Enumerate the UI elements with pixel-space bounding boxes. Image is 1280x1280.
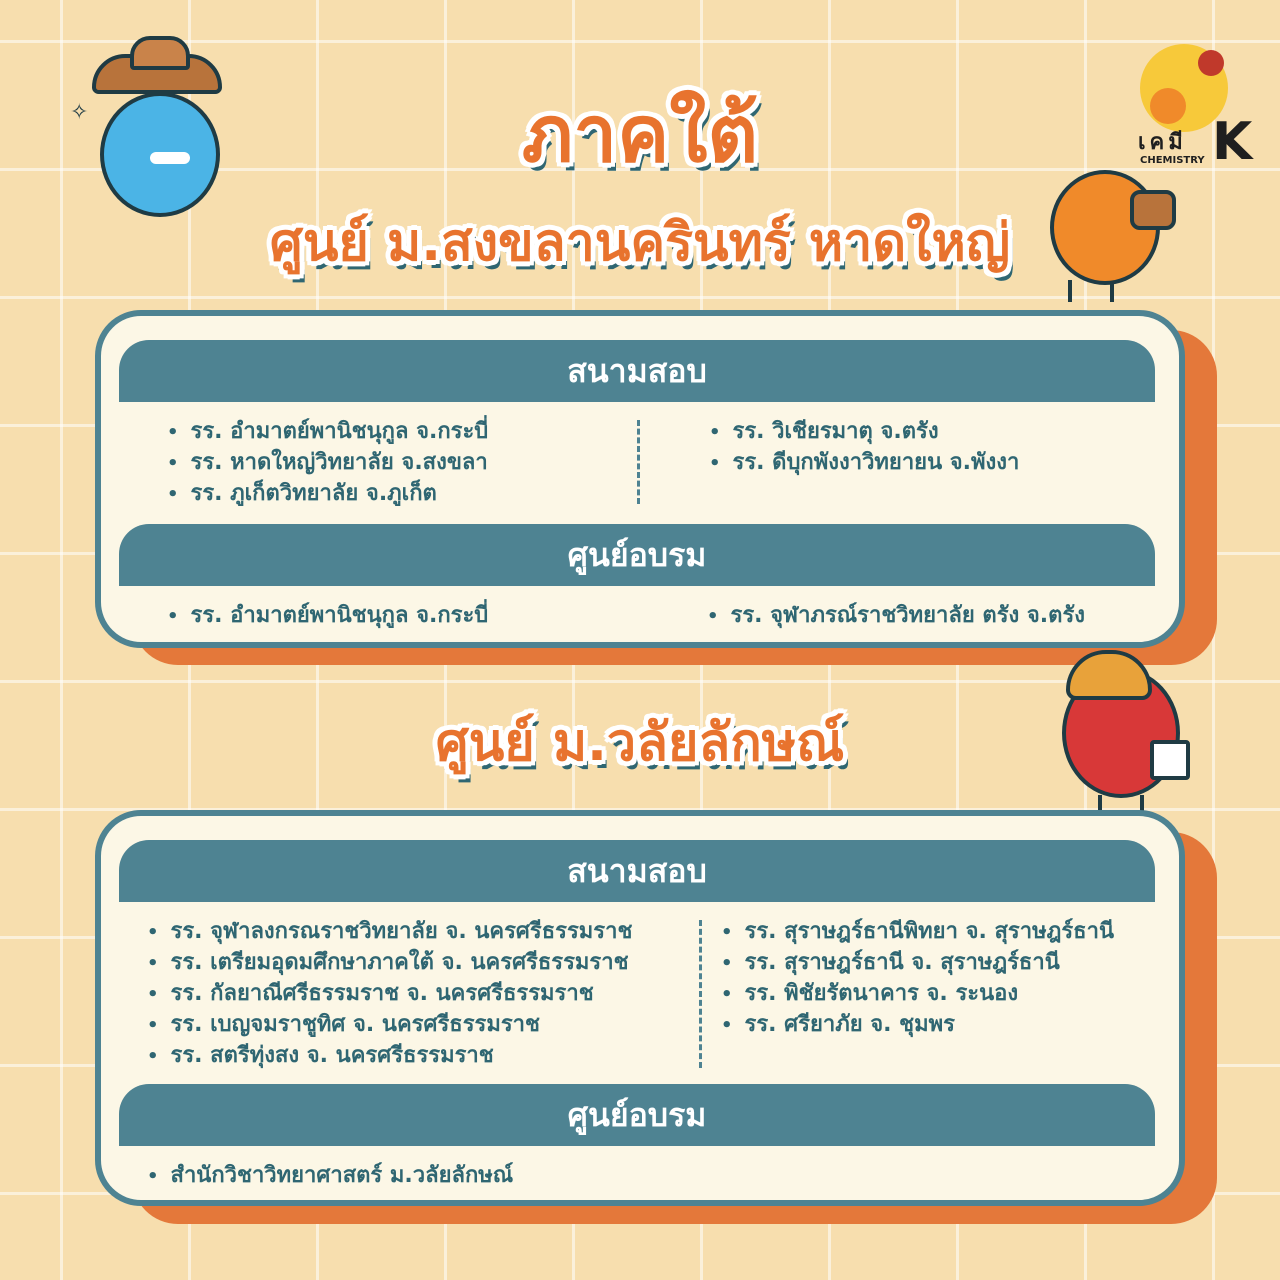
training-centers-header: ศูนย์อบรม (119, 524, 1155, 586)
list-item: • รร. ดีบุกพังงาวิทยายน จ.พังงา (709, 447, 1019, 478)
column-divider (699, 920, 702, 1068)
list-item: • รร. พิชัยรัตนาคาร จ. ระนอง (721, 978, 1114, 1009)
training-centers-list-left (147, 1160, 513, 1191)
center-card-walailak (95, 810, 1185, 1206)
list-item: • รร. จุฬาภรณ์ราชวิทยาลัย ตรัง จ.ตรัง (707, 600, 1085, 631)
exam-sites-list-left (167, 416, 488, 509)
sparkle-icon: ✧ (70, 100, 89, 125)
region-title: ภาคใต้ (521, 90, 759, 180)
list-item: • รร. วิเชียรมาตุ จ.ตรัง (709, 416, 1019, 447)
logo-subtext: CHEMISTRY (1140, 155, 1205, 166)
list-item: • รร. หาดใหญ่วิทยาลัย จ.สงขลา (167, 447, 488, 478)
logo-letter: K (1212, 112, 1253, 172)
exam-sites-list-right (721, 916, 1114, 1040)
list-item: • รร. ศรียาภัย จ. ชุมพร (721, 1009, 1114, 1040)
list-item: • รร. สุราษฎร์ธานีพิทยา จ. สุราษฎร์ธานี (721, 916, 1114, 947)
list-item: • รร. อำมาตย์พานิชนุกูล จ.กระบี่ (167, 416, 488, 447)
center-card-psu-hatyai (95, 310, 1185, 648)
training-centers-list-right (707, 600, 1085, 631)
list-item: • รร. กัลยาณีศรีธรรมราช จ. นครศรีธรรมราช (147, 978, 632, 1009)
center-title-walailak: ศูนย์ ม.วลัยลักษณ์ (435, 713, 845, 773)
list-item: • รร. อำมาตย์พานิชนุกูล จ.กระบี่ (167, 600, 488, 631)
exam-sites-header: สนามสอบ (119, 840, 1155, 902)
list-item: • รร. สตรีทุ่งสง จ. นครศรีธรรมราช (147, 1040, 632, 1071)
list-item: • สำนักวิชาวิทยาศาสตร์ ม.วลัยลักษณ์ (147, 1160, 513, 1191)
training-centers-header: ศูนย์อบรม (119, 1084, 1155, 1146)
list-item: • รร. เตรียมอุดมศึกษาภาคใต้ จ. นครศรีธรรมราช (147, 947, 632, 978)
center-title-psu-hatyai: ศูนย์ ม.สงขลานครินทร์ หาดใหญ่ (269, 213, 1011, 273)
list-item: • รร. ภูเก็ตวิทยาลัย จ.ภูเก็ต (167, 478, 488, 509)
exam-sites-header: สนามสอบ (119, 340, 1155, 402)
column-divider (637, 420, 640, 504)
training-centers-list-left (167, 600, 488, 631)
list-item: • รร. เบญจมราชูทิศ จ. นครศรีธรรมราช (147, 1009, 632, 1040)
list-item: • รร. สุราษฎร์ธานี จ. สุราษฎร์ธานี (721, 947, 1114, 978)
list-item: • รร. จุฬาลงกรณราชวิทยาลัย จ. นครศรีธรรมราช (147, 916, 632, 947)
exam-sites-list-left (147, 916, 632, 1071)
logo-text: เคมี (1138, 130, 1187, 155)
exam-sites-list-right (709, 416, 1019, 478)
